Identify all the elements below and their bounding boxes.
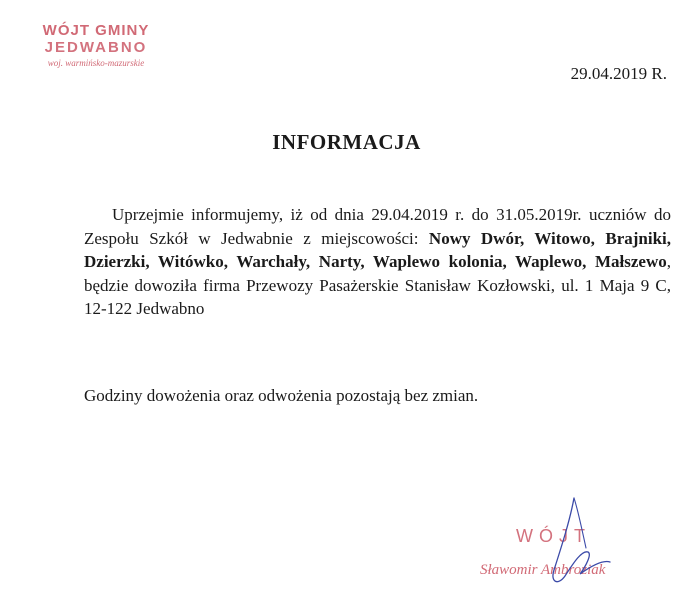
main-paragraph: [84, 203, 671, 321]
paragraph-intro: Uprzejmie informujemy, iż od dnia 29.04.2019 r. do 31.05.2019r. uczniów do Zespołu Szkół w Jedwabnie z miejscowości:: [84, 205, 671, 248]
signature-block: [470, 490, 680, 600]
stamp-line-commune: JEDWABNO: [44, 39, 148, 56]
document-date: 29.04.2019 R.: [570, 64, 667, 83]
document-title: INFORMACJA: [272, 130, 421, 154]
official-stamp: [16, 22, 176, 70]
paragraph-carrier: , będzie dowoziła firma Przewozy Pasażerskie Stanisław Kozłowski, ul. 1 Maja 9 C, 12-122 Jedwabno: [84, 252, 671, 318]
handwritten-signature: [470, 490, 680, 600]
paragraph-places: Nowy Dwór, Witowo, Brajniki, Dzierzki, Witówko, Warchały, Narty, Waplewo kolonia, Waplewo, Małszewo: [84, 228, 672, 271]
hours-note: Godziny dowożenia oraz odwożenia pozostają bez zmian.: [84, 386, 479, 405]
stamp-line-region: woj. warmińsko-mazurskie: [47, 58, 145, 68]
signature-stamp-title: WÓJT: [516, 526, 591, 546]
stamp-line-title: WÓJT GMINY: [42, 22, 150, 39]
signature-stamp-name: Sławomir Ambroziak: [480, 562, 606, 578]
